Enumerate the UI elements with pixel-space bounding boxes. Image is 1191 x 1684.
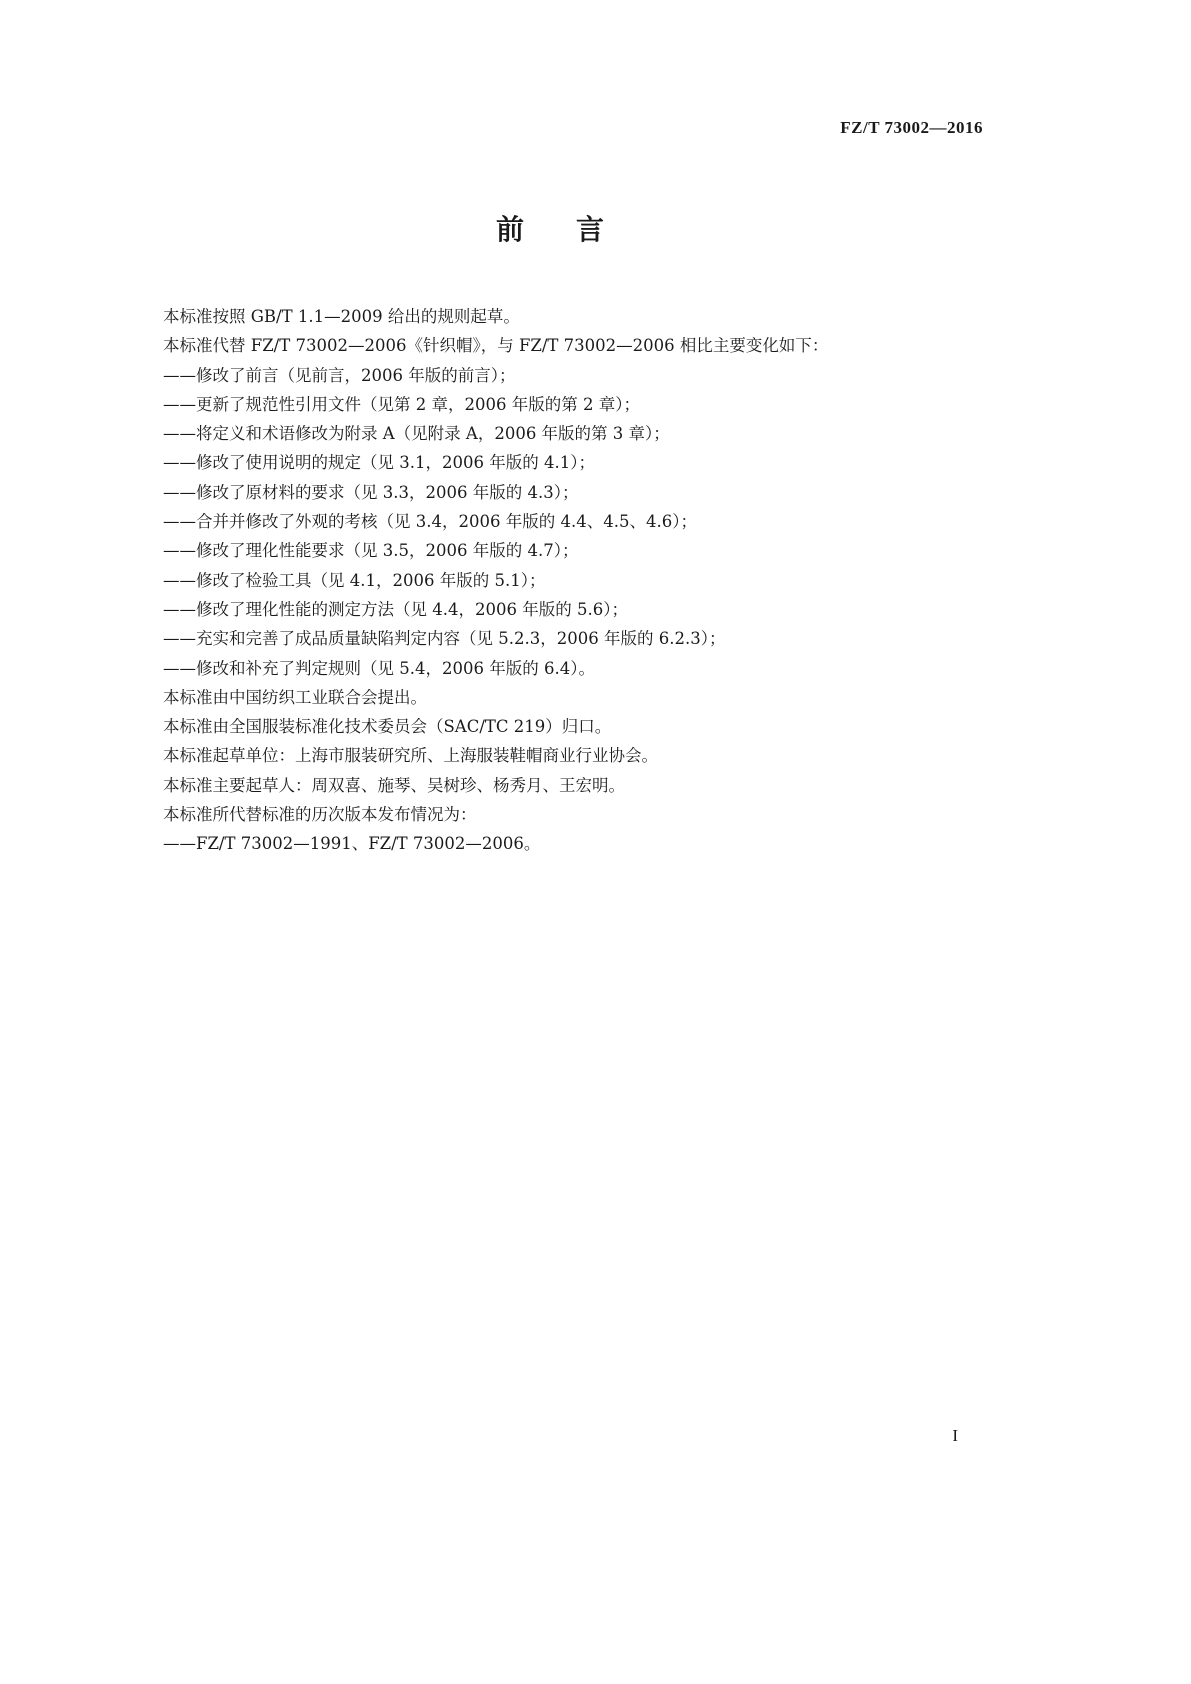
paragraph-line: 本标准起草单位：上海市服装研究所、上海服装鞋帽商业行业协会。 bbox=[163, 746, 658, 766]
page-number: I bbox=[952, 1426, 958, 1445]
paragraph-line: 本标准由中国纺织工业联合会提出。 bbox=[163, 687, 427, 707]
paragraph-line: 本标准按照 GB/T 1.1—2009 给出的规则起草。 bbox=[163, 307, 520, 326]
change-list-item: ——修改了原材料的要求（见 3.3，2006 年版的 4.3）； bbox=[163, 482, 579, 502]
change-list-item: ——修改了使用说明的规定（见 3.1，2006 年版的 4.1）； bbox=[163, 453, 595, 473]
paragraph-line: 本标准所代替标准的历次版本发布情况为： bbox=[163, 805, 477, 825]
change-list-item: ——更新了规范性引用文件（见第 2 章，2006 年版的第 2 章）； bbox=[163, 394, 640, 414]
document-code: FZ/T 73002—2016 bbox=[840, 118, 983, 137]
change-list-item: ——合并并修改了外观的考核（见 3.4，2006 年版的 4.4、4.5、4.6）； bbox=[163, 512, 697, 532]
change-list-item: ——修改和补充了判定规则（见 5.4，2006 年版的 6.4）。 bbox=[163, 658, 595, 678]
change-list-item: ——将定义和术语修改为附录 A（见附录 A，2006 年版的第 3 章）； bbox=[163, 424, 670, 444]
page-title: 前言 bbox=[495, 213, 656, 246]
change-list-item: ——修改了理化性能要求（见 3.5，2006 年版的 4.7）； bbox=[163, 541, 579, 561]
paragraph-line: 本标准主要起草人：周双喜、施琴、吴树珍、杨秀月、王宏明。 bbox=[163, 775, 625, 795]
change-list-item: ——修改了检验工具（见 4.1，2006 年版的 5.1）； bbox=[163, 570, 546, 590]
paragraph-line: 本标准由全国服装标准化技术委员会（SAC/TC 219）归口。 bbox=[163, 717, 612, 737]
change-list-item: ——修改了理化性能的测定方法（见 4.4，2006 年版的 5.6）； bbox=[163, 599, 628, 619]
change-list-item: ——充实和完善了成品质量缺陷判定内容（见 5.2.3，2006 年版的 6.2.3）； bbox=[163, 629, 726, 649]
paragraph-line: 本标准代替 FZ/T 73002—2006《针织帽》，与 FZ/T 73002—2006 相比主要变化如下： bbox=[163, 336, 829, 356]
change-list-item: ——修改了前言（见前言，2006 年版的前言）； bbox=[163, 365, 516, 385]
foreword-body bbox=[163, 302, 923, 859]
change-list-item: ——FZ/T 73002—1991、FZ/T 73002—2006。 bbox=[163, 834, 541, 854]
